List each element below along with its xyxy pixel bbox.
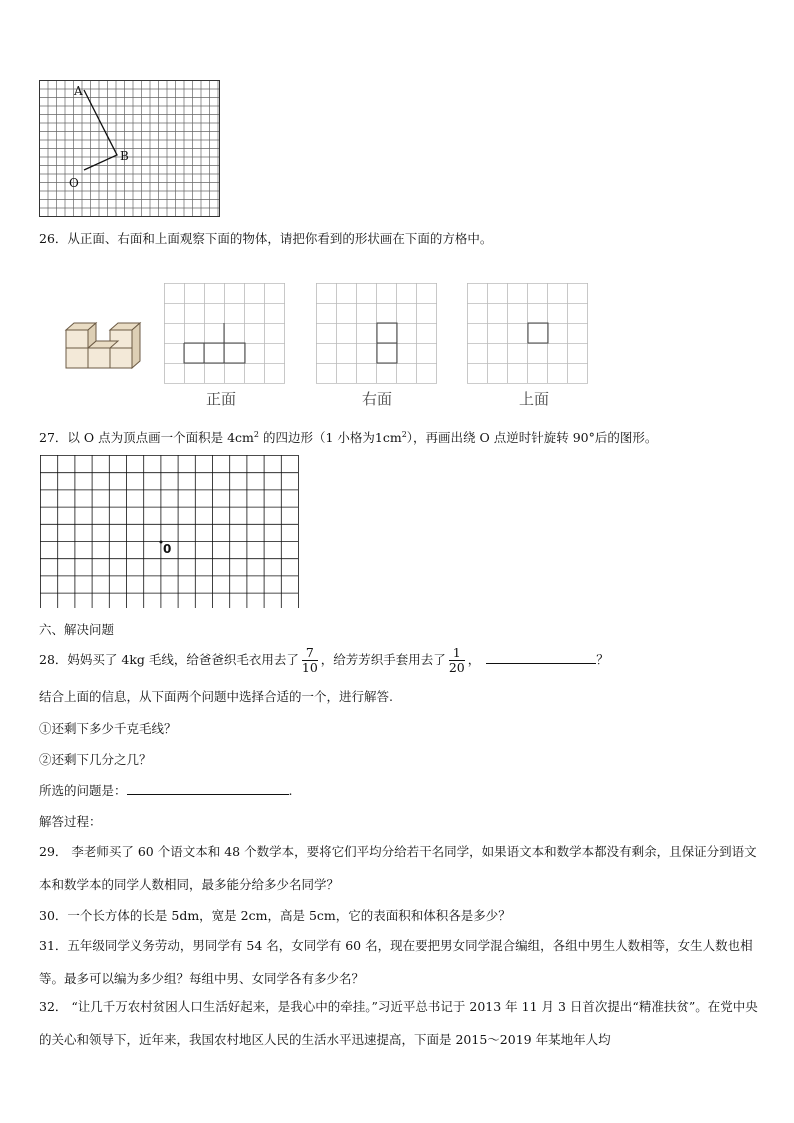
question-28: [39, 640, 609, 680]
question-26-number: 26．: [39, 231, 68, 246]
cube-object-figure: [64, 320, 146, 372]
fraction-2-denominator: 20: [448, 660, 465, 675]
question-28-chosen: [39, 781, 293, 799]
question-27-number: 27．: [39, 430, 68, 445]
question-31: 31．五年级同学义务劳动，男同学有 54 名，女同学有 60 名，现在要把男女同学混合编组，各组中男生人数相等，女生人数也相等。最多可以编为多少组？每组中男、女同学各有多少名？: [39, 938, 753, 986]
top-view-grid: [467, 283, 591, 385]
point-o-label: O: [69, 176, 79, 190]
question-27-text-mid: 的四边形（1 小格为1cm: [258, 430, 402, 445]
right-view-label: 右面: [362, 390, 393, 408]
point-a-label: A: [74, 84, 83, 98]
fraction-7-10: [302, 646, 318, 675]
section-6-title: 六、解决问题: [39, 622, 115, 637]
point-o-label-27: 0: [163, 542, 172, 556]
chosen-question-label: 所选的问题是：: [39, 783, 127, 798]
question-28-option-1[interactable]: ①还剩下多少千克毛线？: [39, 721, 177, 736]
top-view-label: 上面: [519, 390, 550, 408]
question-28-text-end: ？: [596, 652, 609, 667]
question-29: 29． 李老师买了 60 个语文本和 48 个数学本，要将它们平均分给若干名同学，如果语文本和数学本都没有剩余，且保证分到语文本和数学本的同学人数相同，最多能分给多少名同学？: [39, 844, 757, 892]
question-28-solution-label: 解答过程：: [39, 814, 102, 829]
question-26: [39, 229, 492, 247]
question-27-sup-1: 2: [253, 429, 259, 439]
front-view-label: 正面: [206, 390, 237, 408]
question-27: [39, 428, 657, 446]
question-28-text-a: 妈妈买了 4kg 毛线，给爸爸织毛衣用去了: [67, 652, 299, 667]
question-27-text-pre: 以 O 点为顶点画一个面积是 4cm: [67, 430, 254, 445]
front-view-grid: [164, 283, 288, 385]
question-28-text-c: ，: [467, 652, 481, 667]
chosen-question-end: .: [288, 783, 293, 798]
question-26-text: 从正面、右面和上面观察下面的物体，请把你看到的形状画在下面的方格中。: [67, 231, 493, 246]
question-28-text-b: ，给芳芳织手套用去了: [320, 652, 446, 667]
point-b-label: B: [120, 149, 129, 163]
question-28-option-2[interactable]: ②还剩下几分之几？: [39, 752, 152, 767]
fraction-1-denominator: 10: [301, 660, 318, 675]
answer-blank-question[interactable]: [486, 650, 596, 664]
fraction-2-numerator: 1: [449, 646, 465, 661]
triangle-aob: [84, 90, 117, 170]
question-28-number: 28．: [39, 652, 68, 667]
question-27-text-post: ），再画出绕 O 点逆时针旋转 90°后的图形。: [406, 430, 658, 445]
right-view-grid: [316, 283, 440, 385]
question-32: 32． “让几千万农村贫困人口生活好起来，是我心中的牵挂。”习近平总书记于 2013 年 11 月 3 日首次提出“精准扶贫”。在党中央的关心和领导下，近年来，我国农村地区人民的生活水平迅速提高，下面是 2015～2019 年某地年人均: [39, 999, 758, 1047]
question-27-sup-2: 2: [401, 429, 407, 439]
fraction-1-20: [449, 646, 465, 675]
rotation-grid: [40, 455, 299, 610]
question-28-instruction: 结合上面的信息，从下面两个问题中选择合适的一个，进行解答.: [39, 689, 393, 704]
fraction-1-numerator: 7: [302, 646, 318, 661]
question-30: 30．一个长方体的长是 5dm，宽是 2cm，高是 5cm，它的表面积和体积各是多少？: [39, 908, 511, 923]
chosen-question-blank[interactable]: [127, 781, 289, 795]
triangle-grid-figure: [39, 80, 221, 218]
